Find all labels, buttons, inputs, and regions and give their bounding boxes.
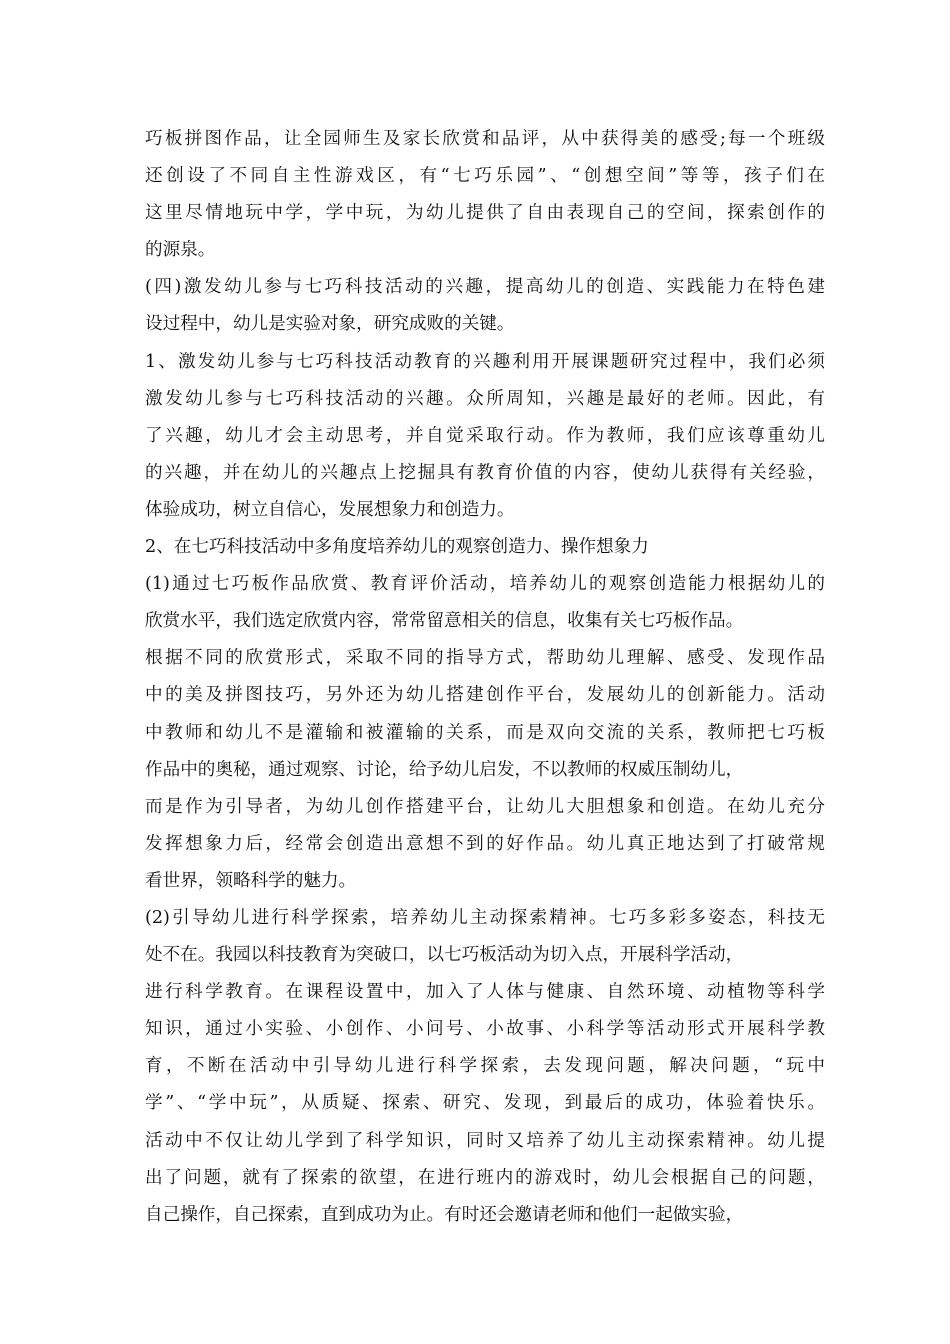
text-line: 看世界，领略科学的魅力。 <box>145 870 357 891</box>
text-line: 的兴趣，并在幼儿的兴趣点上挖掘具有教育价值的内容，使幼儿获得有关经验， <box>145 462 825 483</box>
text-line: 这里尽情地玩中学，学中玩，为幼儿提供了自由表现自己的空间，探索创作的 <box>145 203 825 224</box>
body-text <box>145 121 825 1234</box>
text-line: 的源泉。 <box>145 240 216 261</box>
text-line: 了兴趣，幼儿才会主动思考，并自觉采取行动。作为教师，我们应该尊重幼儿 <box>145 425 825 446</box>
text-line: 1、激发幼儿参与七巧科技活动教育的兴趣利用开展课题研究过程中，我们必须 <box>145 351 825 372</box>
text-line: 学”、“学中玩”，从质疑、探索、研究、发现，到最后的成功，体验着快乐。 <box>145 1093 825 1114</box>
text-line: 活动中不仅让幼儿学到了科学知识，同时又培养了幼儿主动探索精神。幼儿提 <box>145 1130 825 1151</box>
text-line: 中教师和幼儿不是灌输和被灌输的关系，而是双向交流的关系，教师把七巧板 <box>145 722 825 743</box>
text-line: 处不在。我园以科技教育为突破口，以七巧板活动为切入点，开展科学活动， <box>145 945 744 966</box>
text-line: 欣赏水平，我们选定欣赏内容，常常留意相关的信息，收集有关七巧板作品。 <box>145 611 744 632</box>
text-line: 还创设了不同自主性游戏区，有“七巧乐园”、“创想空间”等等，孩子们在 <box>145 166 825 187</box>
text-line: 自己操作，自己探索，直到成功为止。有时还会邀请老师和他们一起做实验， <box>145 1204 744 1225</box>
text-line: 作品中的奥秘，通过观察、讨论，给予幼儿启发，不以教师的权威压制幼儿， <box>145 759 744 780</box>
text-line: 体验成功，树立自信心，发展想象力和创造力。 <box>145 499 515 520</box>
text-line: 根据不同的欣赏形式，采取不同的指导方式，帮助幼儿理解、感受、发现作品 <box>145 648 825 669</box>
text-line: 巧板拼图作品，让全园师生及家长欣赏和品评，从中获得美的感受;每一个班级 <box>145 129 825 149</box>
text-line: 育，不断在活动中引导幼儿进行科学探索，去发现问题，解决问题，“玩中 <box>145 1056 825 1077</box>
text-line: (2)引导幼儿进行科学探索，培养幼儿主动探索精神。七巧多彩多姿态，科技无 <box>145 907 825 928</box>
text-line: 设过程中，幼儿是实验对象，研究成败的关键。 <box>145 314 515 335</box>
text-line: 中的美及拼图技巧，另外还为幼儿搭建创作平台，发展幼儿的创新能力。活动 <box>145 685 825 706</box>
text-line: 进行科学教育。在课程设置中，加入了人体与健康、自然环境、动植物等科学 <box>145 982 825 1003</box>
text-line: 激发幼儿参与七巧科技活动的兴趣。众所周知，兴趣是最好的老师。因此，有 <box>145 388 825 409</box>
text-line: 出了问题，就有了探索的欲望，在进行班内的游戏时，幼儿会根据自己的问题， <box>145 1167 825 1188</box>
text-line: 2、在七巧科技活动中多角度培养幼儿的观察创造力、操作想象力 <box>145 537 649 558</box>
text-line: (1)通过七巧板作品欣赏、教育评价活动，培养幼儿的观察创造能力根据幼儿的 <box>145 574 825 595</box>
text-line: (四)激发幼儿参与七巧科技活动的兴趣，提高幼儿的创造、实践能力在特色建 <box>145 277 825 298</box>
text-line: 知识，通过小实验、小创作、小问号、小故事、小科学等活动形式开展科学教 <box>145 1019 825 1040</box>
text-line: 而是作为引导者，为幼儿创作搭建平台，让幼儿大胆想象和创造。在幼儿充分 <box>145 796 825 817</box>
text-line: 发挥想象力后，经常会创造出意想不到的好作品。幼儿真正地达到了打破常规 <box>145 833 825 854</box>
